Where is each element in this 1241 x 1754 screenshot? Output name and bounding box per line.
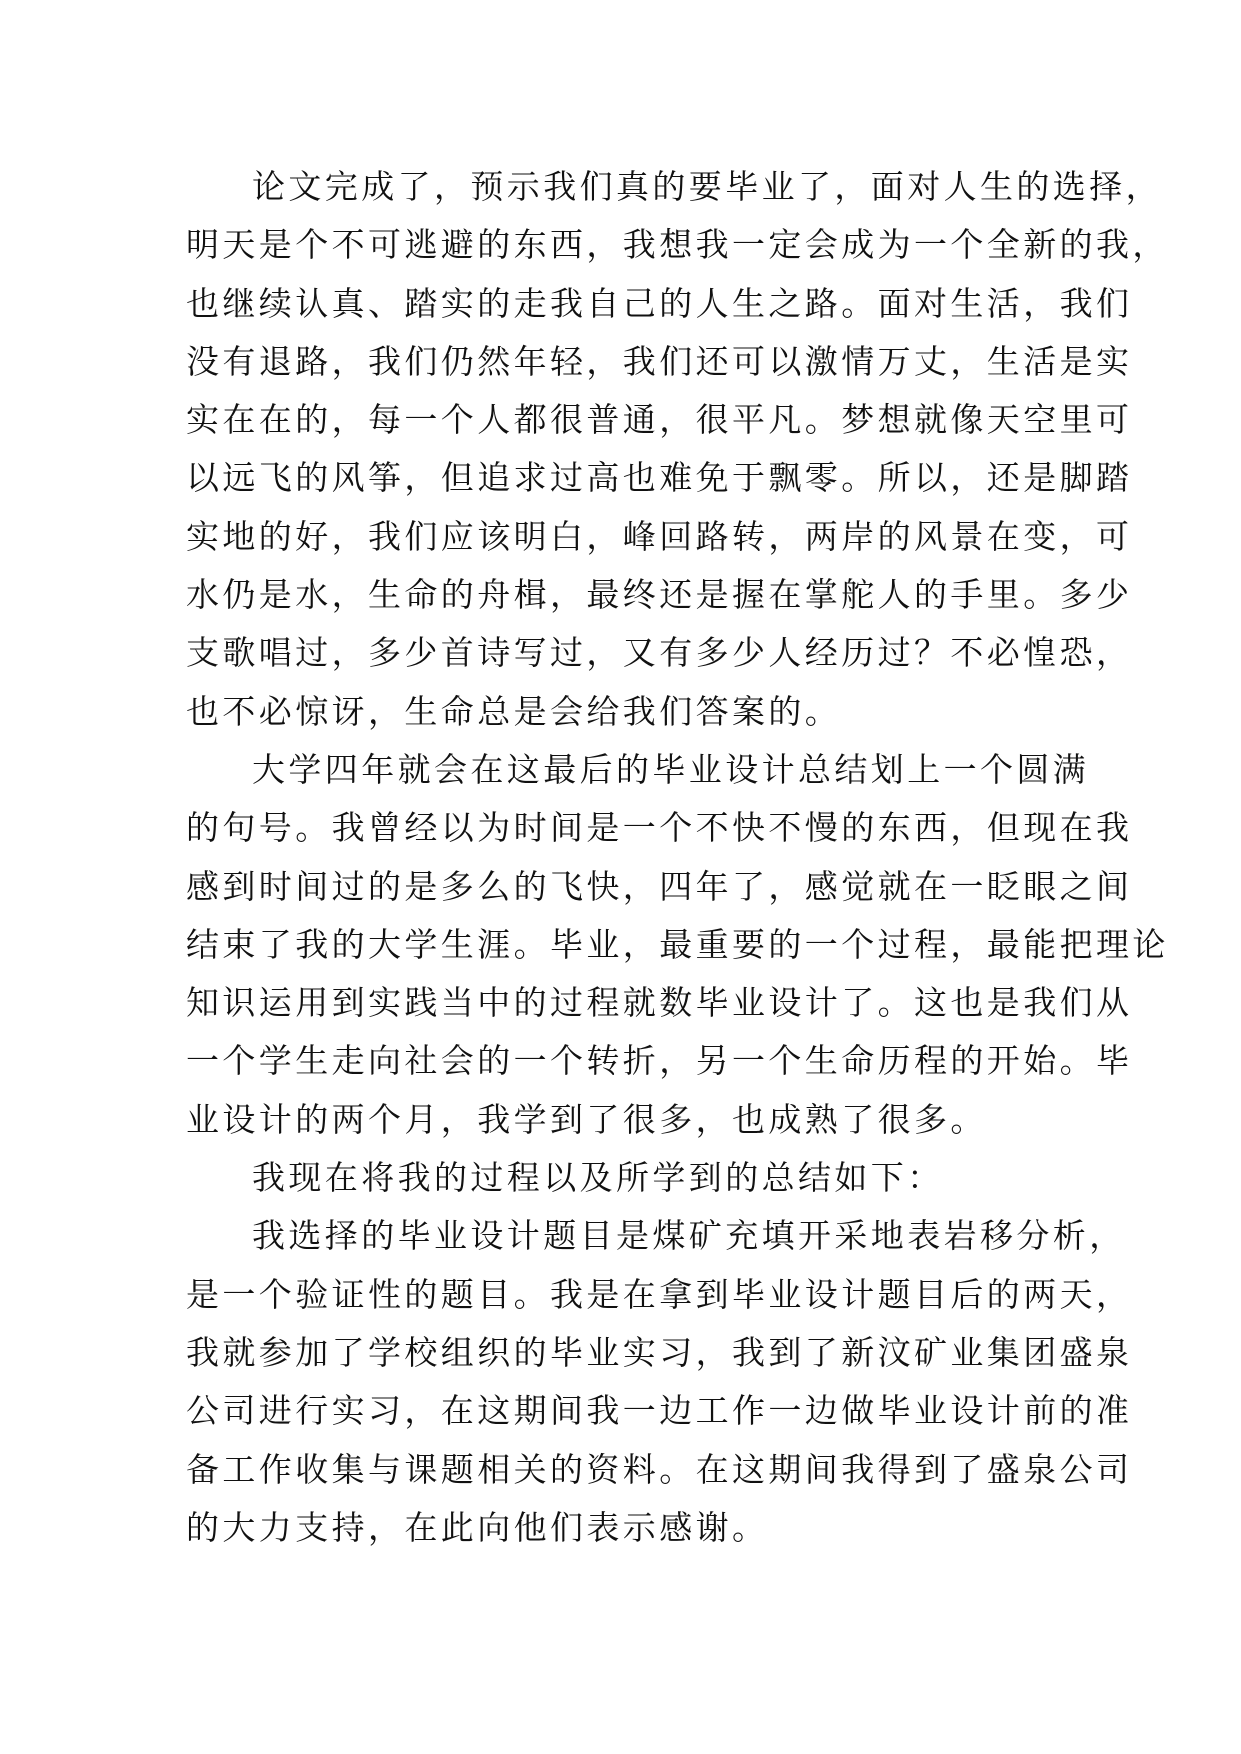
paragraph-3: [186, 1149, 1086, 1207]
text-line: 论文完成了，预示我们真的要毕业了，面对人生的选择，: [252, 167, 1162, 206]
text-line: 没有退路，我们仍然年轻，我们还可以激情万丈，生活是实: [186, 341, 1133, 381]
text-line: 结束了我的大学生涯。毕业，最重要的一个过程，最能把理论: [186, 924, 1169, 964]
text-line: 公司进行实习，在这期间我一边工作一边做毕业设计前的准: [186, 1391, 1133, 1431]
text-line: 的大力支持，在此向他们表示感谢。: [186, 1507, 769, 1547]
text-line: 一个学生走向社会的一个转折，另一个生命历程的开始。毕: [186, 1041, 1133, 1081]
text-line: 也不必惊讶，生命总是会给我们答案的。: [186, 691, 842, 731]
paragraph-2: [186, 741, 1169, 1149]
text-line: 实在在的，每一个人都很普通，很平凡。梦想就像天空里可: [186, 400, 1133, 440]
text-line: 是一个验证性的题目。我是在拿到毕业设计题目后的两天，: [186, 1274, 1133, 1314]
text-line: 我就参加了学校组织的毕业实习，我到了新汶矿业集团盛泉: [186, 1332, 1133, 1372]
paragraph-4: [186, 1207, 1133, 1557]
paragraph-1: [186, 158, 1169, 741]
text-line: 支歌唱过，多少首诗写过，又有多少人经历过？不必惶恐，: [186, 633, 1133, 673]
text-line: 业设计的两个月，我学到了很多，也成熟了很多。: [186, 1099, 987, 1139]
text-line: 我选择的毕业设计题目是煤矿充填开采地表岩移分析，: [252, 1216, 1126, 1256]
text-line: 备工作收集与课题相关的资料。在这期间我得到了盛泉公司: [186, 1449, 1133, 1489]
text-line: 以远飞的风筝，但追求过高也难免于飘零。所以，还是脚踏: [186, 458, 1133, 498]
text-line: 实地的好，我们应该明白，峰回路转，两岸的风景在变，可: [186, 516, 1133, 556]
text-line: 大学四年就会在这最后的毕业设计总结划上一个圆满: [252, 749, 1090, 789]
body-text: [186, 158, 1169, 1557]
text-line: 水仍是水，生命的舟楫，最终还是握在掌舵人的手里。多少: [186, 575, 1133, 615]
text-line: 的句号。我曾经以为时间是一个不快不慢的东西，但现在我: [186, 808, 1133, 848]
text-line: 我现在将我的过程以及所学到的总结如下：: [252, 1158, 944, 1198]
text-line: 明天是个不可逃避的东西，我想我一定会成为一个全新的我，: [186, 225, 1169, 265]
text-line: 感到时间过的是多么的飞快，四年了，感觉就在一眨眼之间: [186, 866, 1133, 906]
text-line: 也继续认真、踏实的走我自己的人生之路。面对生活，我们: [186, 283, 1133, 323]
text-line: 知识运用到实践当中的过程就数毕业设计了。这也是我们从: [186, 983, 1133, 1023]
